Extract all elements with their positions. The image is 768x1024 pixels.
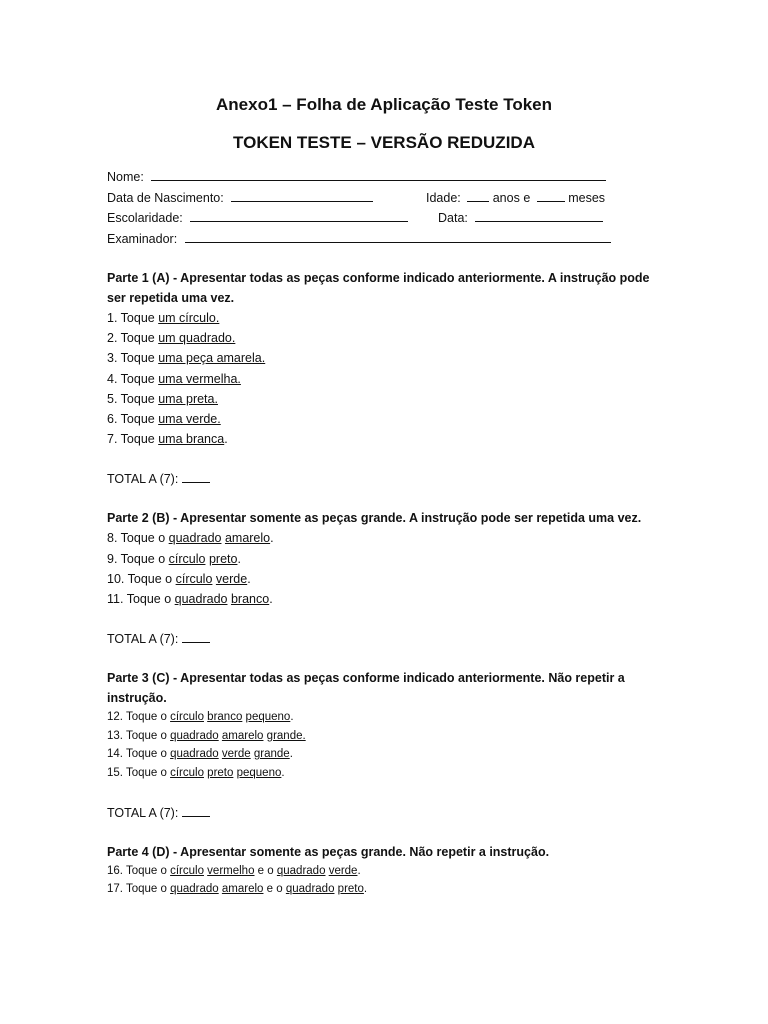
field-row-escolaridade <box>107 208 667 229</box>
examinador-label: Examinador: <box>107 231 178 246</box>
section-label: Parte 1 (A) <box>107 271 170 285</box>
identification-fields <box>107 167 667 249</box>
list-item: 9. Toque o círculo preto. <box>107 551 241 566</box>
total-label: TOTAL A (7): <box>107 472 179 487</box>
examinador-blank[interactable] <box>185 229 611 243</box>
list-item: 12. Toque o círculo branco pequeno. <box>107 711 294 724</box>
field-row-examinador <box>107 229 667 250</box>
document-subtitle: TOKEN TESTE – VERSÃO REDUZIDA <box>233 133 535 152</box>
list-item: 14. Toque o quadrado verde grande. <box>107 748 293 761</box>
test-sections <box>107 268 657 899</box>
section-parte-2 <box>107 508 657 649</box>
idade-group <box>426 188 605 209</box>
total-line <box>107 629 657 649</box>
escolaridade-blank[interactable] <box>190 208 408 222</box>
field-row-nome <box>107 167 667 188</box>
total-label: TOTAL A (7): <box>107 632 179 647</box>
total-line <box>107 803 657 823</box>
idade-anos-blank[interactable] <box>467 188 489 202</box>
list-item: 11. Toque o quadrado branco. <box>107 592 273 607</box>
section-parte-1 <box>107 268 657 489</box>
list-item: 17. Toque o quadrado amarelo e o quadrado preto. <box>107 883 368 896</box>
section-parte-3 <box>107 668 657 822</box>
data-label: Data: <box>438 211 468 225</box>
section-label: Parte 2 (B) <box>107 511 170 526</box>
nome-blank[interactable] <box>151 167 606 181</box>
section-instruction: - Apresentar todas as peças conforme indicado anteriormente. Não repetir a instrução. <box>107 671 625 706</box>
section-heading <box>107 268 657 308</box>
total-blank[interactable] <box>182 469 210 483</box>
meses-label: meses <box>568 190 606 205</box>
field-row-nascimento <box>107 188 667 209</box>
list-item: 16. Toque o círculo vermelho e o quadrado verde. <box>107 864 361 877</box>
list-item: 2. Toque um quadrado. <box>107 331 236 346</box>
total-line <box>107 469 657 489</box>
section-heading <box>107 842 657 862</box>
idade-meses-blank[interactable] <box>537 188 565 202</box>
list-item: 15. Toque o círculo preto pequeno. <box>107 767 285 780</box>
nome-label: Nome: <box>107 170 144 184</box>
section-label: Parte 3 (C) <box>107 671 170 686</box>
section-instruction: - Apresentar todas as peças conforme indicado anteriormente. A instrução pode ser repetida uma vez. <box>107 271 650 305</box>
list-item: 1. Toque um círculo. <box>107 311 220 325</box>
nascimento-blank[interactable] <box>231 188 373 202</box>
section-parte-4 <box>107 842 657 899</box>
list-item: 5. Toque uma preta. <box>107 391 218 406</box>
idade-label: Idade: <box>426 190 461 205</box>
escolaridade-label: Escolaridade: <box>107 211 183 225</box>
list-item: 13. Toque o quadrado amarelo grande. <box>107 729 306 742</box>
document-title: Anexo1 – Folha de Aplicação Teste Token <box>216 95 552 114</box>
list-item: 4. Toque uma vermelha. <box>107 371 241 386</box>
section-heading <box>107 668 657 708</box>
data-group <box>438 208 603 229</box>
list-item: 10. Toque o círculo verde. <box>107 571 251 586</box>
section-instruction: - Apresentar somente as peças grande. A instrução pode ser repetida uma vez. <box>169 511 642 526</box>
list-item: 3. Toque uma peça amarela. <box>107 351 266 366</box>
list-item: 8. Toque o quadrado amarelo. <box>107 531 274 546</box>
total-blank[interactable] <box>182 803 210 817</box>
nascimento-label: Data de Nascimento: <box>107 190 224 205</box>
section-instruction: - Apresentar somente as peças grande. Não repetir a instrução. <box>169 844 550 859</box>
section-label: Parte 4 (D) <box>107 844 170 859</box>
total-blank[interactable] <box>182 629 210 643</box>
anos-label: anos e <box>492 190 531 205</box>
section-heading <box>107 508 657 528</box>
list-item: 7. Toque uma branca. <box>107 432 228 447</box>
list-item: 6. Toque uma verde. <box>107 412 221 427</box>
data-blank[interactable] <box>475 208 603 222</box>
total-label: TOTAL A (7): <box>107 805 179 820</box>
